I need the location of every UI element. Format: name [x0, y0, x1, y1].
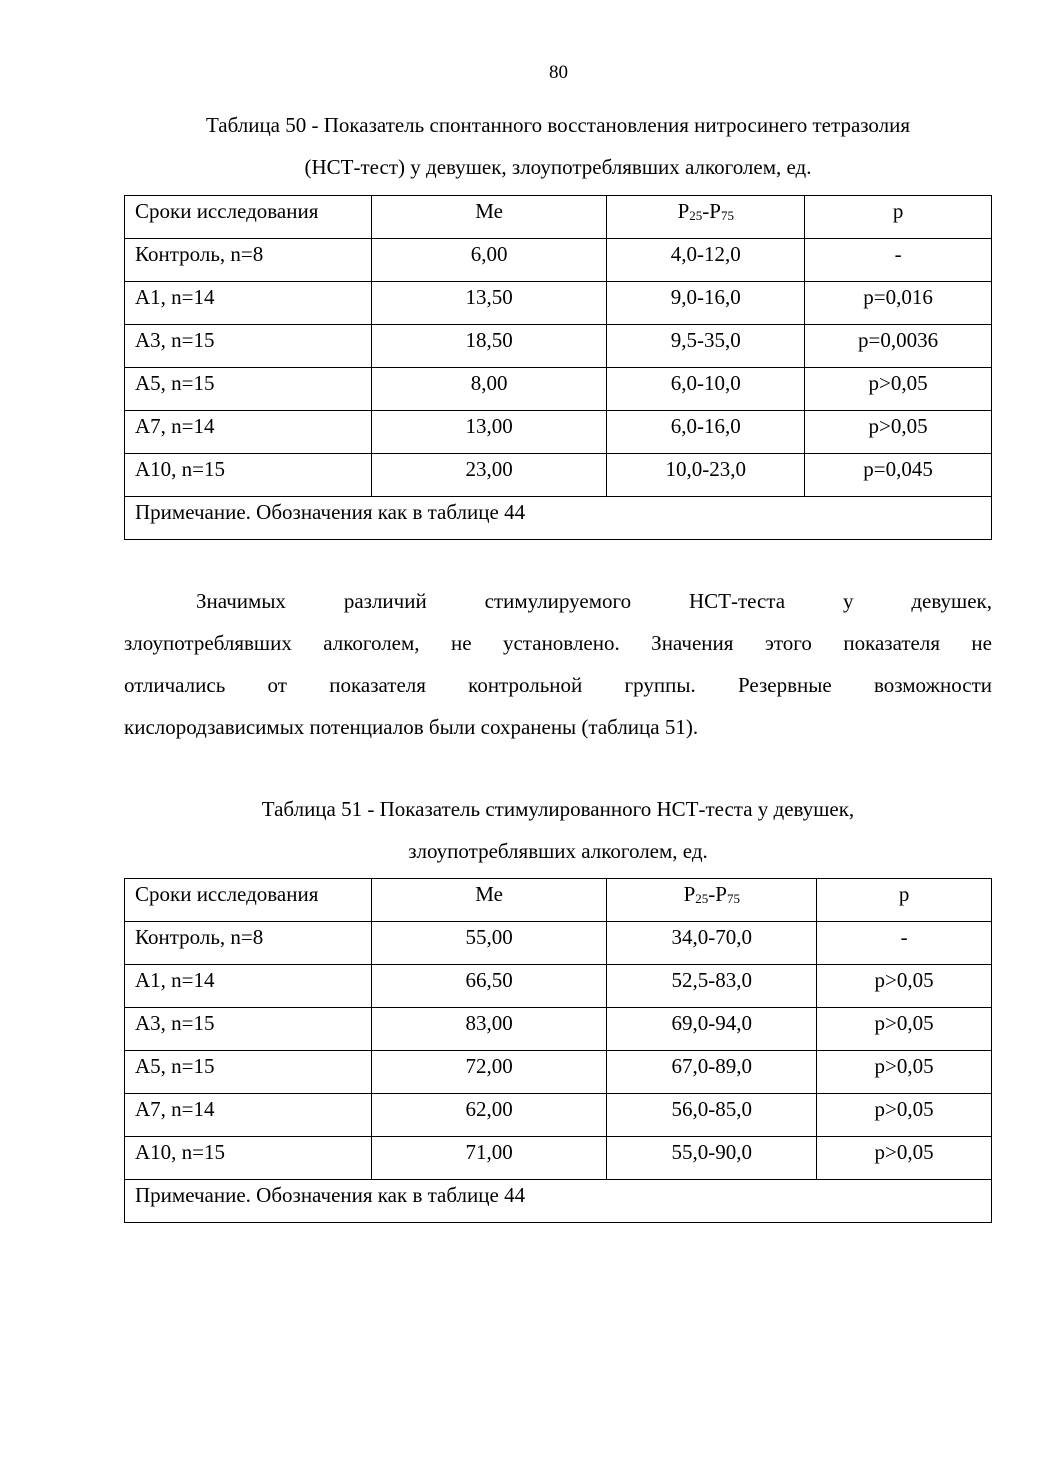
cell-p: р>0,05 [817, 965, 992, 1008]
cell-p: - [805, 239, 992, 282]
table-row [125, 1051, 992, 1094]
cell-period: А7, n=14 [125, 411, 372, 454]
cell-p: р>0,05 [817, 1051, 992, 1094]
table-note-row [125, 497, 992, 540]
cell-period: Контроль, n=8 [125, 922, 372, 965]
cell-period: А10, n=15 [125, 1137, 372, 1180]
cell-me: 6,00 [371, 239, 607, 282]
table51 [124, 878, 992, 1223]
cell-percentiles: 9,0-16,0 [607, 282, 805, 325]
cell-me: 23,00 [371, 454, 607, 497]
header-percentiles: $Р_{25}-Р_{75}$ [607, 196, 805, 239]
cell-p: р>0,05 [817, 1137, 992, 1180]
cell-period: Контроль, n=8 [125, 239, 372, 282]
table51-caption [124, 788, 992, 872]
cell-p: р=0,016 [805, 282, 992, 325]
table-row [125, 922, 992, 965]
header-percentiles: $Р_{25}-Р_{75}$ [607, 879, 817, 922]
cell-percentiles: 52,5-83,0 [607, 965, 817, 1008]
table-row [125, 454, 992, 497]
table-note-row [125, 1180, 992, 1223]
cell-percentiles: 4,0-12,0 [607, 239, 805, 282]
cell-me: 8,00 [371, 368, 607, 411]
table-note: Примечание. Обозначения как в таблице 44 [125, 1180, 992, 1223]
table-row [125, 965, 992, 1008]
header-p: р [817, 879, 992, 922]
cell-me: 71,00 [371, 1137, 607, 1180]
cell-period: А7, n=14 [125, 1094, 372, 1137]
cell-p: р=0,0036 [805, 325, 992, 368]
table-row [125, 282, 992, 325]
table-row [125, 325, 992, 368]
header-period: Сроки исследования [125, 196, 372, 239]
header-p: р [805, 196, 992, 239]
table50 [124, 195, 992, 540]
cell-period: А10, n=15 [125, 454, 372, 497]
page-number: 80 [549, 62, 568, 83]
cell-p: - [817, 922, 992, 965]
paragraph-line: отличались от показателя контрольной группы. Резервные возможности [124, 673, 992, 697]
paragraph-line: злоупотреблявших алкоголем, не установлено. Значения этого показателя не [124, 631, 992, 655]
cell-me: 13,00 [371, 411, 607, 454]
cell-p: р=0,045 [805, 454, 992, 497]
cell-percentiles: 6,0-10,0 [607, 368, 805, 411]
cell-period: А5, n=15 [125, 368, 372, 411]
cell-me: 72,00 [371, 1051, 607, 1094]
cell-percentiles: 9,5-35,0 [607, 325, 805, 368]
table-header-row [125, 879, 992, 922]
table-row [125, 1137, 992, 1180]
cell-me: 13,50 [371, 282, 607, 325]
cell-percentiles: 10,0-23,0 [607, 454, 805, 497]
cell-percentiles: 69,0-94,0 [607, 1008, 817, 1051]
table-note: Примечание. Обозначения как в таблице 44 [125, 497, 992, 540]
cell-percentiles: 6,0-16,0 [607, 411, 805, 454]
table50-caption-line1: Таблица 50 - Показатель спонтанного восстановления нитросинего тетразолия [205, 113, 911, 137]
table-header-row [125, 196, 992, 239]
cell-percentiles: 55,0-90,0 [607, 1137, 817, 1180]
cell-period: А1, n=14 [125, 965, 372, 1008]
table-row [125, 1094, 992, 1137]
paragraph-line: Значимых различий стимулируемого НСТ-теста у девушек, [196, 589, 992, 613]
cell-me: 62,00 [371, 1094, 607, 1137]
table-row [125, 239, 992, 282]
table-row [125, 368, 992, 411]
cell-period: А3, n=15 [125, 325, 372, 368]
cell-p: р>0,05 [817, 1094, 992, 1137]
table51-caption-line1: Таблица 51 - Показатель стимулированного НСТ-теста у девушек, [261, 797, 855, 821]
header-period: Сроки исследования [125, 879, 372, 922]
paragraph-line: кислородзависимых потенциалов были сохранены (таблица 51). [124, 715, 699, 739]
cell-percentiles: 56,0-85,0 [607, 1094, 817, 1137]
cell-period: А5, n=15 [125, 1051, 372, 1094]
body-paragraph [124, 580, 992, 748]
cell-percentiles: 34,0-70,0 [607, 922, 817, 965]
header-me: Ме [371, 196, 607, 239]
cell-p: р>0,05 [817, 1008, 992, 1051]
header-me: Ме [371, 879, 607, 922]
cell-p: р>0,05 [805, 411, 992, 454]
table50-caption [124, 104, 992, 188]
cell-me: 18,50 [371, 325, 607, 368]
cell-period: А3, n=15 [125, 1008, 372, 1051]
table-row [125, 1008, 992, 1051]
table-row [125, 411, 992, 454]
table50-caption-line2: (НСТ-тест) у девушек, злоупотреблявших алкоголем, ед. [304, 155, 812, 179]
cell-me: 66,50 [371, 965, 607, 1008]
table51-caption-line2: злоупотреблявших алкоголем, ед. [408, 839, 708, 863]
cell-period: А1, n=14 [125, 282, 372, 325]
cell-me: 55,00 [371, 922, 607, 965]
cell-percentiles: 67,0-89,0 [607, 1051, 817, 1094]
cell-p: р>0,05 [805, 368, 992, 411]
cell-me: 83,00 [371, 1008, 607, 1051]
